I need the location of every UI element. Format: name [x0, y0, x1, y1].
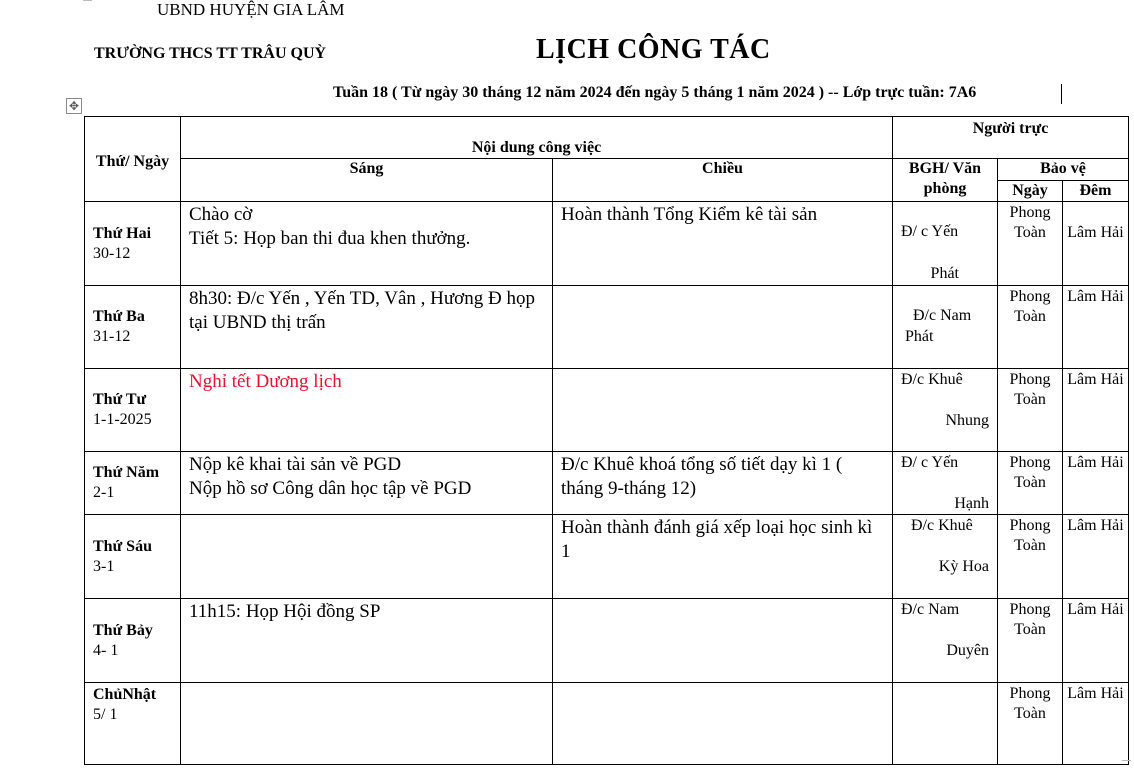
- afternoon-cell: Đ/c Khuê khoá tổng số tiết dạy kì 1 ( tháng 9-tháng 12): [553, 452, 893, 515]
- morning-cell: 11h15: Họp Hội đồng SP: [181, 599, 553, 683]
- table-row: [85, 202, 1129, 286]
- morning-cell: 8h30: Đ/c Yến , Yến TD, Vân , Hương Đ họp tại UBND thị trấn: [181, 286, 553, 369]
- guard-night-cell: Lâm Hải: [1063, 369, 1129, 452]
- duty-person-1: Đ/c Nam: [913, 307, 972, 324]
- duty-person-1: Đ/c Nam: [901, 601, 960, 618]
- day-cell: Thứ Sáu 3-1: [85, 515, 181, 599]
- day-cell: Thứ Ba 31-12: [85, 286, 181, 369]
- text-cursor: [1061, 84, 1062, 104]
- office-duty-cell: [893, 515, 998, 599]
- header-duty: Người trực: [893, 117, 1129, 159]
- day-cell: Thứ Hai 30-12: [85, 202, 181, 286]
- guard-day-cell: Phong Toàn: [998, 599, 1063, 683]
- guard-day-cell: Phong Toàn: [998, 202, 1063, 286]
- morning-cell: Nộp kê khai tài sản về PGD Nộp hồ sơ Công dân học tập về PGD: [181, 452, 553, 515]
- afternoon-cell: [553, 286, 893, 369]
- day-cell: Thứ Năm 2-1: [85, 452, 181, 515]
- header-guard: Bảo vệ: [998, 159, 1129, 181]
- header-afternoon: Chiều: [553, 159, 893, 202]
- schedule-table: [84, 116, 1129, 765]
- week-subtitle: Tuần 18 ( Từ ngày 30 tháng 12 năm 2024 đến ngày 5 tháng 1 năm 2024 ) -- Lớp trực tuần: 7A6: [333, 84, 977, 101]
- morning-cell: [181, 683, 553, 765]
- morning-cell: Chào cờ Tiết 5: Họp ban thi đua khen thưởng.: [181, 202, 553, 286]
- guard-day-cell: Phong Toàn: [998, 515, 1063, 599]
- guard-day-cell: Phong Toàn: [998, 369, 1063, 452]
- guard-day-cell: Phong Toàn: [998, 286, 1063, 369]
- guard-night-cell: Lâm Hải: [1063, 599, 1129, 683]
- table-row: [85, 683, 1129, 765]
- office-duty-cell: [893, 599, 998, 683]
- day-cell: ChủNhật 5/ 1: [85, 683, 181, 765]
- table-row: [85, 369, 1129, 452]
- duty-person-2: Hạnh: [954, 495, 989, 512]
- guard-night-cell: Lâm Hải: [1063, 202, 1129, 286]
- duty-person-2: Phát: [905, 328, 934, 345]
- table-move-handle-icon[interactable]: ✥: [66, 98, 82, 114]
- page-corner-mark: [83, 0, 92, 1]
- afternoon-cell: [553, 683, 893, 765]
- table-row: [85, 286, 1129, 369]
- office-duty-cell: [893, 286, 998, 369]
- duty-person-1: Đ/c Khuê: [911, 517, 973, 534]
- table-row: [85, 452, 1129, 515]
- office-duty-cell: [893, 452, 998, 515]
- duty-person-1: Đ/ c Yến: [901, 454, 959, 471]
- afternoon-cell: Hoàn thành Tổng Kiểm kê tài sản: [553, 202, 893, 286]
- table-row: [85, 599, 1129, 683]
- duty-person-2: Nhung: [945, 412, 989, 429]
- page-title: LỊCH CÔNG TÁC: [536, 34, 771, 65]
- header-guard-day: Ngày: [998, 181, 1063, 202]
- afternoon-cell: Hoàn thành đánh giá xếp loại học sinh kì 1: [553, 515, 893, 599]
- guard-night-cell: Lâm Hải: [1063, 286, 1129, 369]
- day-cell: Thứ Bảy 4- 1: [85, 599, 181, 683]
- afternoon-cell: [553, 599, 893, 683]
- duty-person-2: Kỳ Hoa: [938, 558, 989, 575]
- office-duty-cell: [893, 202, 998, 286]
- office-duty-cell: [893, 369, 998, 452]
- guard-night-cell: Lâm Hải: [1063, 683, 1129, 765]
- table-row: [85, 515, 1129, 599]
- org-name: UBND HUYỆN GIA LÂM: [157, 0, 345, 19]
- header-guard-night: Đêm: [1063, 181, 1129, 202]
- morning-cell: [181, 515, 553, 599]
- afternoon-cell: [553, 369, 893, 452]
- school-name: TRƯỜNG THCS TT TRÂU QUỲ: [94, 45, 327, 62]
- guard-night-cell: Lâm Hải: [1063, 452, 1129, 515]
- duty-person-2: Phát: [930, 265, 959, 282]
- guard-night-cell: Lâm Hải: [1063, 515, 1129, 599]
- office-duty-cell: [893, 683, 998, 765]
- page-corner-mark: [1122, 760, 1131, 761]
- header-office: BGH/ Văn phòng: [893, 159, 998, 202]
- header-day: Thứ/ Ngày: [85, 117, 181, 202]
- duty-person-1: Đ/ c Yến: [901, 223, 959, 240]
- day-cell: Thứ Tư 1-1-2025: [85, 369, 181, 452]
- duty-person-2: Duyên: [946, 642, 989, 659]
- header-content: Nội dung công việc: [181, 117, 893, 159]
- duty-person-1: Đ/c Khuê: [901, 371, 963, 388]
- guard-day-cell: Phong Toàn: [998, 683, 1063, 765]
- morning-cell: Nghỉ tết Dương lịch: [181, 369, 553, 452]
- guard-day-cell: Phong Toàn: [998, 452, 1063, 515]
- header-morning: Sáng: [181, 159, 553, 202]
